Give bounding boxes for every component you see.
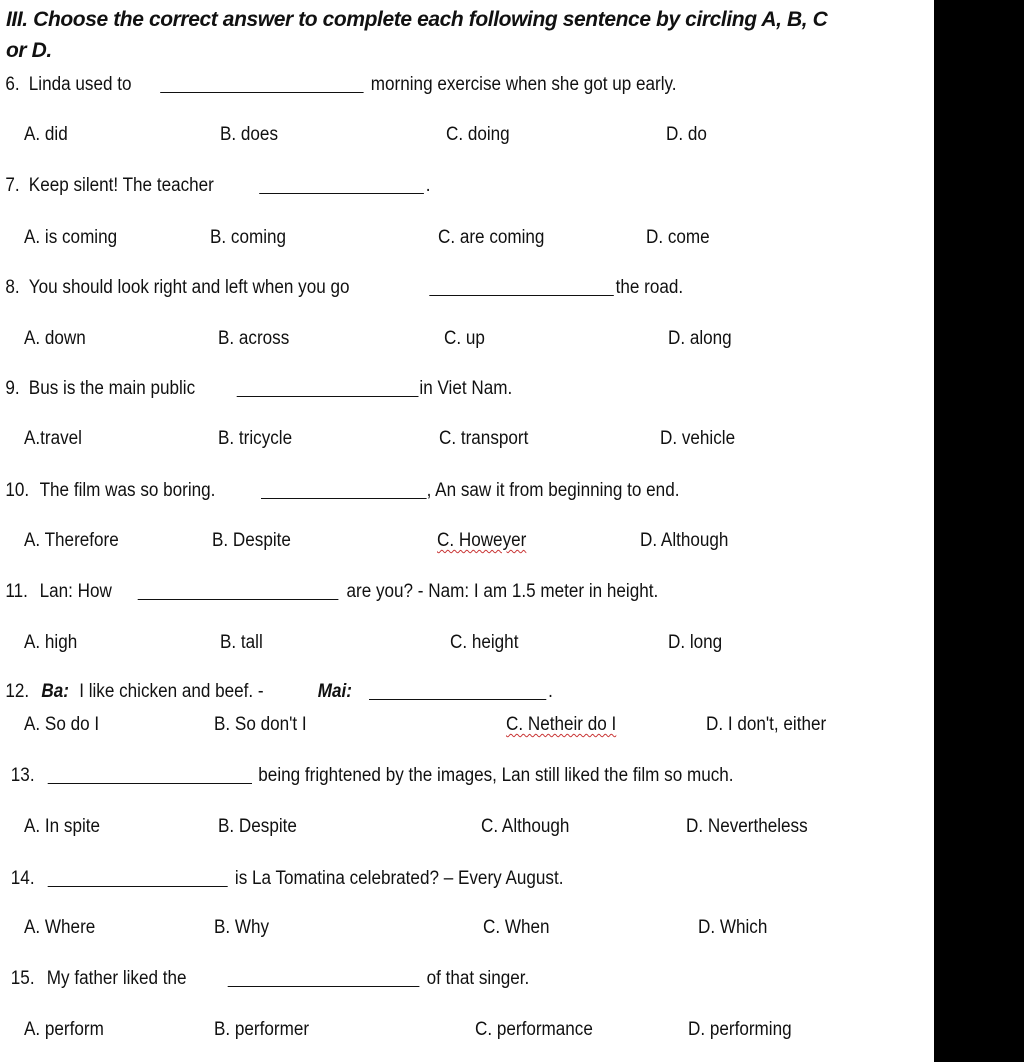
option-c[interactable]: C. transport bbox=[439, 428, 529, 449]
option-a[interactable]: A. down bbox=[24, 328, 86, 349]
answer-blank[interactable] bbox=[261, 498, 427, 499]
question-text-after: are you? - Nam: I am 1.5 meter in height. bbox=[346, 581, 659, 602]
answer-blank[interactable] bbox=[429, 295, 614, 296]
question-number: 6. bbox=[5, 74, 20, 95]
question-text-after: being frightened by the images, Lan still liked the film so much. bbox=[258, 765, 734, 786]
right-black-border bbox=[934, 0, 1024, 1062]
question-text-before: You should look right and left when you go bbox=[28, 277, 350, 298]
option-a[interactable]: A. high bbox=[24, 632, 78, 653]
question-number: 12. bbox=[5, 681, 30, 702]
question-number: 8. bbox=[5, 277, 20, 298]
option-a[interactable]: A. In spite bbox=[24, 816, 101, 837]
option-b[interactable]: B. tall bbox=[220, 632, 263, 653]
question-text-after: the road. bbox=[615, 277, 684, 298]
question-text-after: . bbox=[425, 175, 431, 196]
option-a[interactable]: A. did bbox=[24, 124, 68, 145]
question-text-after: is La Tomatina celebrated? – Every August. bbox=[234, 868, 564, 889]
answer-blank[interactable] bbox=[160, 92, 363, 93]
question-number: 11. bbox=[5, 581, 28, 602]
answer-blank[interactable] bbox=[48, 783, 252, 784]
option-b[interactable]: B. So don't I bbox=[214, 714, 307, 735]
option-b[interactable]: B. performer bbox=[214, 1019, 310, 1040]
question-text-before: The film was so boring. bbox=[39, 480, 216, 501]
question-text-before: My father liked the bbox=[46, 968, 187, 989]
option-d[interactable]: D. I don't, either bbox=[706, 714, 827, 735]
question-text-after: . bbox=[548, 681, 553, 702]
option-a[interactable]: A. Where bbox=[24, 917, 96, 938]
answer-blank[interactable] bbox=[259, 193, 424, 194]
option-a[interactable]: A. Therefore bbox=[24, 530, 119, 551]
option-a[interactable]: A. perform bbox=[24, 1019, 104, 1040]
option-c[interactable]: C. Although bbox=[481, 816, 570, 837]
option-c[interactable]: C. height bbox=[450, 632, 519, 653]
spelling-error-mark: C. Howeyer bbox=[437, 530, 527, 551]
section-heading-line-1: III. Choose the correct answer to complete each following sentence by circling A, B, C bbox=[6, 8, 828, 31]
option-c[interactable]: C. up bbox=[444, 328, 485, 349]
option-d[interactable]: D. do bbox=[666, 124, 707, 145]
option-d[interactable]: D. performing bbox=[688, 1019, 792, 1040]
question-number: 9. bbox=[5, 378, 20, 399]
question-number: 10. bbox=[5, 480, 30, 501]
option-c[interactable]: C. are coming bbox=[438, 227, 545, 248]
question-text-after: in Viet Nam. bbox=[419, 378, 513, 399]
option-c[interactable]: C. doing bbox=[446, 124, 510, 145]
question-text-before: Keep silent! The teacher bbox=[28, 175, 214, 196]
question-number: 7. bbox=[5, 175, 20, 196]
answer-blank[interactable] bbox=[369, 699, 546, 700]
option-d[interactable]: D. long bbox=[668, 632, 723, 653]
option-d[interactable]: D. along bbox=[668, 328, 732, 349]
option-b[interactable]: B. Despite bbox=[218, 816, 297, 837]
option-c[interactable] bbox=[506, 711, 616, 739]
option-b[interactable]: B. coming bbox=[210, 227, 287, 248]
question-text-before: Linda used to bbox=[28, 74, 132, 95]
option-b[interactable]: B. does bbox=[220, 124, 278, 145]
option-c[interactable]: C. performance bbox=[475, 1019, 593, 1040]
option-d[interactable]: D. vehicle bbox=[660, 428, 736, 449]
question-text-after: of that singer. bbox=[426, 968, 530, 989]
answer-blank[interactable] bbox=[138, 599, 339, 600]
question-number: 15. bbox=[10, 968, 35, 989]
question-text-before: I like chicken and beef. - bbox=[79, 681, 264, 702]
section-heading bbox=[6, 4, 926, 66]
answer-blank[interactable] bbox=[48, 886, 228, 887]
option-b[interactable]: B. Despite bbox=[212, 530, 291, 551]
option-d[interactable]: D. Although bbox=[640, 530, 729, 551]
spelling-error-mark: C. Netheir do I bbox=[506, 714, 617, 735]
option-a[interactable]: A. So do I bbox=[24, 714, 100, 735]
speaker-ba: Ba: bbox=[41, 681, 69, 702]
option-c[interactable]: C. When bbox=[483, 917, 550, 938]
answer-blank[interactable] bbox=[237, 396, 419, 397]
question-text-before: Bus is the main public bbox=[28, 378, 196, 399]
option-d[interactable]: D. come bbox=[646, 227, 710, 248]
option-a[interactable]: A.travel bbox=[24, 428, 82, 449]
option-d[interactable]: D. Which bbox=[698, 917, 768, 938]
question-text-after: , An saw it from beginning to end. bbox=[426, 480, 680, 501]
section-heading-line-2: or D. bbox=[6, 39, 52, 62]
question-number: 14. bbox=[10, 868, 35, 889]
question-text-after: morning exercise when she got up early. bbox=[370, 74, 677, 95]
question-text-before: Lan: How bbox=[39, 581, 112, 602]
answer-blank[interactable] bbox=[228, 986, 420, 987]
option-b[interactable]: B. Why bbox=[214, 917, 270, 938]
option-a[interactable]: A. is coming bbox=[24, 227, 118, 248]
option-c[interactable] bbox=[437, 527, 526, 555]
speaker-mai: Mai: bbox=[317, 681, 352, 702]
question-number: 13. bbox=[10, 765, 35, 786]
option-b[interactable]: B. tricycle bbox=[218, 428, 293, 449]
option-b[interactable]: B. across bbox=[218, 328, 290, 349]
option-d[interactable]: D. Nevertheless bbox=[686, 816, 808, 837]
